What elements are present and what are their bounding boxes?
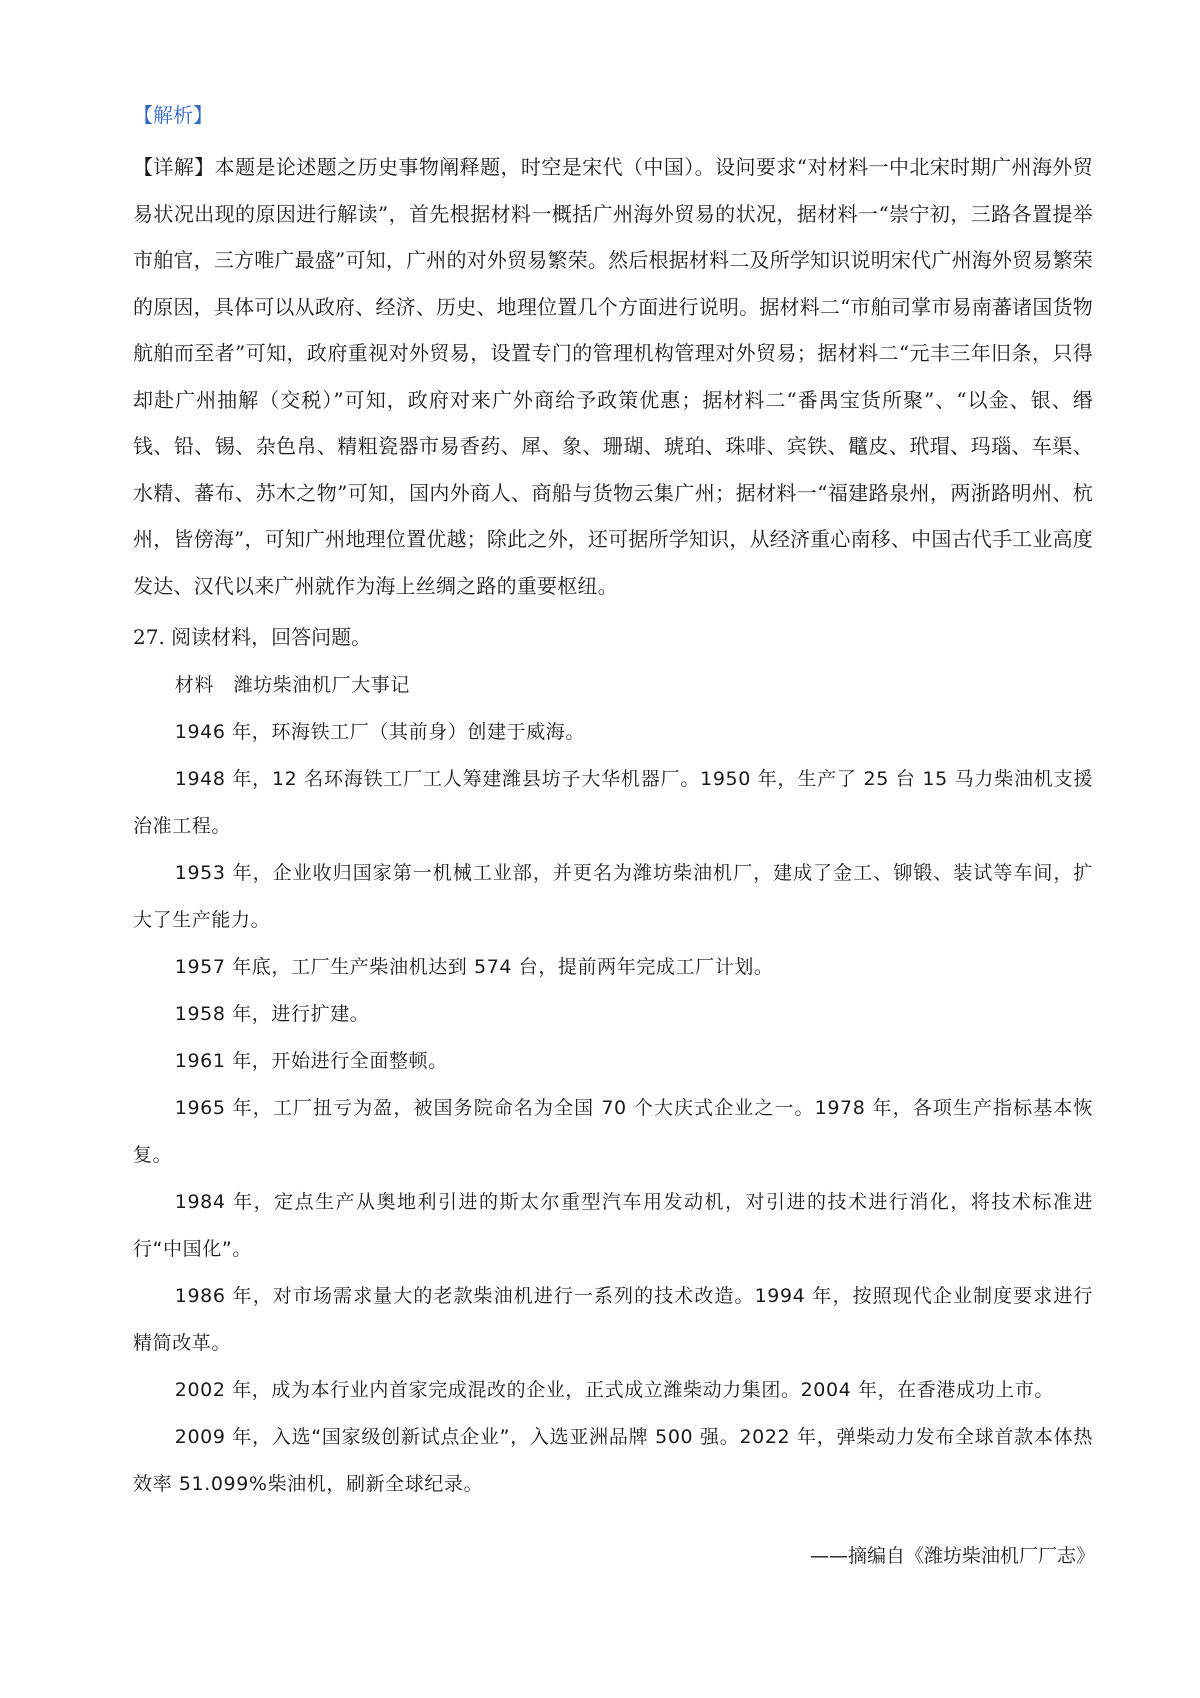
analysis-tag: 【解析】	[133, 103, 213, 127]
event-item: 1948 年，12 名环海铁工厂工人筹建潍县坊子大华机器厂。1950 年，生产了 25 台 15 马力柴油机支援治准工程。	[133, 768, 1093, 837]
event-item: 1984 年，定点生产从奥地利引进的斯太尔重型汽车用发动机，对引进的技术进行消化，将技术标准进行“中国化”。	[133, 1191, 1093, 1260]
event-item: 2002 年，成为本行业内首家完成混改的企业，正式成立潍柴动力集团。2004 年，在香港成功上市。	[174, 1379, 1054, 1401]
event-item: 1957 年底，工厂生产柴油机达到 574 台，提前两年完成工厂计划。	[174, 956, 774, 978]
event-item: 2009 年，入选“国家级创新试点企业”，入选亚洲品牌 500 强。2022 年，弹柴动力发布全球首款本体热效率 51.099%柴油机，刷新全球纪录。	[133, 1426, 1093, 1495]
event-item: 1958 年，进行扩建。	[174, 1003, 370, 1025]
event-item: 1946 年，环海铁工厂（其前身）创建于威海。	[174, 721, 585, 743]
source-citation: ——摘编自《潍坊柴油机厂厂志》	[809, 1545, 1095, 1567]
event-item: 1986 年，对市场需求量大的老款柴油机进行一系列的技术改造。1994 年，按照现代企业制度要求进行精简改革。	[133, 1285, 1093, 1354]
analysis-paragraph: 【详解】本题是论述题之历史事物阐释题，时空是宋代（中国）。设问要求“对材料一中北宋时期广州海外贸易状况出现的原因进行解读”，首先根据材料一概括广州海外贸易的状况，据材料一“崇宁初，三路各置提举市舶官，三方唯广最盛”可知，广州的对外贸易繁荣。然后根据材料二及所学知识说明宋代广州海外贸易繁荣的原因，具体可以从政府、经济、历史、地理位置几个方面进行说明。据材料二“市舶司掌市易南蕃诸国货物航舶而至者”可知，政府重视对外贸易，设置专门的管理机构管理对外贸易；据材料二“元丰三年旧条，只得却赴广州抽解（交税）”可知，政府对来广外商给予政策优惠；据材料二“番禺宝货所聚”、“以金、银、缗钱、铅、锡、杂色帛、精粗瓷器市易香药、犀、象、珊瑚、琥珀、珠啡、宾铁、鼊皮、玳瑁、玛瑙、车渠、水精、蕃布、苏木之物”可知，国内外商人、商船与货物云集广州；据材料一“福建路泉州，两浙路明州、杭州，皆傍海”，可知广州地理位置优越；除此之外，还可据所学知识，从经济重心南移、中国古代手工业高度发达、汉代以来广州就作为海上丝绸之路的重要枢纽。	[133, 155, 1093, 598]
event-item: 1953 年，企业收归国家第一机械工业部，并更名为潍坊柴油机厂，建成了金工、铆锻、装试等车间，扩大了生产能力。	[133, 862, 1093, 931]
material-title: 材料 潍坊柴油机厂大事记	[174, 674, 410, 696]
question-title: 27. 阅读材料，回答问题。	[133, 625, 372, 649]
event-item: 1961 年，开始进行全面整顿。	[174, 1050, 448, 1072]
event-item: 1965 年，工厂扭亏为盈，被国务院命名为全国 70 个大庆式企业之一。1978 年，各项生产指标基本恢复。	[133, 1097, 1093, 1166]
material-section	[133, 662, 1093, 1508]
